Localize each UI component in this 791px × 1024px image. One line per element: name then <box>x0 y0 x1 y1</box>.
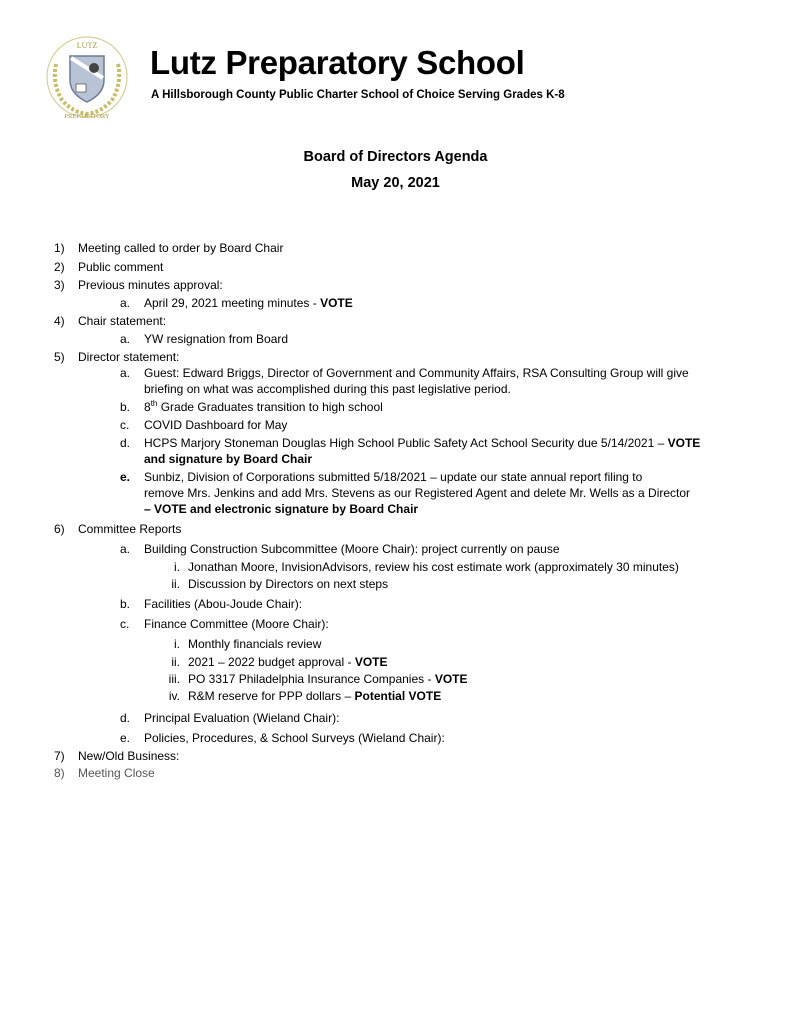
item-number: a. <box>120 332 131 346</box>
item-continuation: briefing on what was accomplished during this past legislative period. <box>144 382 511 396</box>
vote-label: VOTE <box>667 436 701 450</box>
item-text: Building Construction Subcommittee (Moore Chair): project currently on pause <box>144 542 560 556</box>
ordinal-suffix: th <box>150 399 158 408</box>
item-text: COVID Dashboard for May <box>144 418 288 432</box>
item-text: YW resignation from Board <box>144 332 289 346</box>
item-text: Grade Graduates transition to high school <box>157 400 383 414</box>
vote-label: Potential VOTE <box>354 689 442 703</box>
agenda-item-6 <box>54 522 182 536</box>
agenda-subitem-6a <box>120 542 560 556</box>
agenda-title: Board of Directors Agenda <box>303 149 488 165</box>
agenda-subitem-3a <box>120 296 353 310</box>
svg-text:LUTZ: LUTZ <box>76 41 98 50</box>
item-number: d. <box>120 711 131 725</box>
item-number: 6) <box>54 522 65 536</box>
item-number: a. <box>120 366 131 380</box>
item-number: 4) <box>54 314 65 328</box>
item-continuation: remove Mrs. Jenkins and add Mrs. Stevens as our Registered Agent and delete Mr. Wells as a Director <box>144 486 691 500</box>
item-number: a. <box>120 542 131 556</box>
agenda-subitem-5c <box>120 418 288 432</box>
svg-text:PREPARATORY: PREPARATORY <box>64 113 110 120</box>
item-text: Guest: Edward Briggs, Director of Government and Community Affairs, RSA Consulting Group will give <box>144 366 689 380</box>
agenda-item-1 <box>54 241 284 255</box>
item-text: Meeting Close <box>78 766 155 780</box>
school-subtitle: A Hillsborough County Public Charter School of Choice Serving Grades K-8 <box>151 89 565 101</box>
item-number: c. <box>120 418 130 432</box>
agenda-subitem-6e <box>120 731 445 745</box>
item-text: PO 3317 Philadelphia Insurance Companies - <box>188 672 435 686</box>
agenda-item-8 <box>54 766 155 780</box>
agenda-item-7 <box>54 749 180 763</box>
item-text: Chair statement: <box>78 314 167 328</box>
item-text: R&M reserve for PPP dollars – <box>188 689 355 703</box>
item-text: Discussion by Directors on next steps <box>188 577 389 591</box>
item-text: New/Old Business: <box>78 749 180 763</box>
agenda-item-3 <box>54 278 223 292</box>
item-continuation: and signature by Board Chair <box>144 452 313 466</box>
item-number: 7) <box>54 749 65 763</box>
item-text: Principal Evaluation (Wieland Chair): <box>144 711 340 725</box>
agenda-item-5 <box>54 350 180 364</box>
agenda-subitem-4a <box>120 332 289 346</box>
item-text: Facilities (Abou-Joude Chair): <box>144 597 303 611</box>
agenda-subitem-6d <box>120 711 340 725</box>
item-number: c. <box>120 617 130 631</box>
item-number: e. <box>120 470 131 484</box>
item-continuation: – VOTE and electronic signature by Board Chair <box>144 502 419 516</box>
item-text: Public comment <box>78 260 164 274</box>
agenda-subitem-6c <box>120 617 329 631</box>
item-ordinal: 8 <box>144 400 151 414</box>
item-number: b. <box>120 597 131 611</box>
item-text: Monthly financials review <box>188 637 322 651</box>
agenda-subitem-5b <box>120 399 383 414</box>
item-number: a. <box>120 296 131 310</box>
item-number: 2) <box>54 260 65 274</box>
agenda-item-4 <box>54 314 167 328</box>
agenda-subitem-5d <box>120 436 701 450</box>
item-number: iii. <box>168 672 180 686</box>
item-text: Director statement: <box>78 350 180 364</box>
item-text: Meeting called to order by Board Chair <box>78 241 284 255</box>
item-text: Previous minutes approval: <box>78 278 223 292</box>
item-number: 5) <box>54 350 65 364</box>
item-text: Finance Committee (Moore Chair): <box>144 617 329 631</box>
item-number: 1) <box>54 241 65 255</box>
item-number: ii. <box>171 655 180 669</box>
item-number: i. <box>174 637 180 651</box>
item-number: i. <box>174 560 180 574</box>
item-number: 3) <box>54 278 65 292</box>
item-text: Sunbiz, Division of Corporations submitted 5/18/2021 – update our state annual report filing to <box>144 470 643 484</box>
vote-label: VOTE <box>320 296 353 310</box>
agenda-subitem-5a <box>120 366 689 380</box>
item-text: Committee Reports <box>78 522 182 536</box>
agenda-date: May 20, 2021 <box>351 175 440 191</box>
agenda-item-2 <box>54 260 164 274</box>
school-name: Lutz Preparatory School <box>150 44 525 81</box>
item-text: 2021 – 2022 budget approval - <box>188 655 355 669</box>
school-crest-logo <box>44 34 130 120</box>
item-number: e. <box>120 731 131 745</box>
vote-label: VOTE <box>354 655 388 669</box>
item-number: d. <box>120 436 131 450</box>
agenda-subitem-6b <box>120 597 303 611</box>
item-text: HCPS Marjory Stoneman Douglas High School Public Safety Act School Security due 5/14/2021 – <box>144 436 668 450</box>
item-number: iv. <box>168 689 180 703</box>
item-number: ii. <box>171 577 180 591</box>
agenda-subitem-5e <box>120 470 643 484</box>
item-number: 8) <box>54 766 65 780</box>
item-text: Jonathan Moore, InvisionAdvisors, review his cost estimate work (approximately 30 minutes) <box>188 560 679 574</box>
item-text: April 29, 2021 meeting minutes - <box>144 296 321 310</box>
item-text: Policies, Procedures, & School Surveys (Wieland Chair): <box>144 731 445 745</box>
vote-label: VOTE <box>434 672 468 686</box>
item-number: b. <box>120 400 131 414</box>
